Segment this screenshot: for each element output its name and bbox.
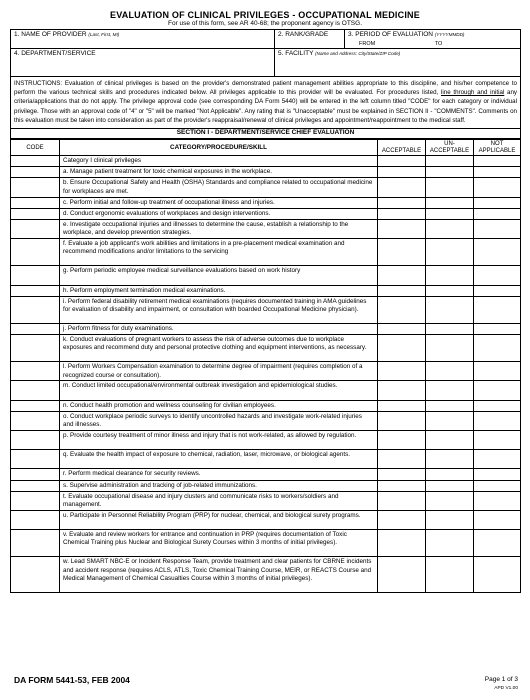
table-row [11, 219, 521, 238]
period-of-evaluation-field[interactable]: 3. PERIOD OF EVALUATION (YYYYMMDD) FROM TO [345, 30, 521, 49]
privilege-text: r. Perform medical clearance for security reviews. [60, 469, 378, 480]
unacceptable-cell[interactable] [426, 469, 474, 480]
code-cell[interactable] [11, 491, 60, 510]
code-cell[interactable] [11, 167, 60, 178]
code-cell[interactable] [11, 156, 60, 167]
not-applicable-cell[interactable] [474, 400, 521, 411]
privilege-text: c. Perform initial and follow-up treatment of occupational illness and injuries. [60, 197, 378, 208]
form-subtitle: For use of this form, see AR 40-68; the proponent agency is OTSG. [167, 20, 362, 27]
code-cell[interactable] [11, 480, 60, 491]
not-applicable-cell[interactable] [474, 431, 521, 450]
col-code-header: CODE [11, 140, 60, 156]
facility-field[interactable]: 5. FACILITY (Name and Address: City/State/ZIP Code) [275, 49, 521, 77]
not-applicable-cell[interactable] [474, 167, 521, 178]
privilege-text: t. Evaluate occupational disease and injury clusters and communicate risks to workers/soldiers and management. [60, 491, 378, 510]
instructions-block: INSTRUCTIONS: Evaluation of clinical privileges is based on the provider's demonstrated patient management abilities appropriate to this discipline, and his/her competence to perform the various technical skills and procedures indicated below. All privileges applicable to this provider will be evaluated. For procedures listed, line through and initial any criteria/applications that do not apply. The privilege approval code (see corresponding DA Form 5440) will be entered in the left column titled "CODE" for each category or individual privilege. Those with an approval code of "4" or "5" will be marked "Not Applicable". Any rating that is "Unacceptable" must be explained in SECTION II - "COMMENTS". Comments on this evaluation must be taken into consideration as part of the provider's reappraisal/renewal of clinical privileges and appointment/reappointment to the medical staff. [11, 77, 521, 129]
not-applicable-cell[interactable] [474, 530, 521, 557]
unacceptable-cell[interactable] [426, 381, 474, 400]
code-cell[interactable] [11, 411, 60, 430]
acceptable-cell[interactable] [378, 285, 426, 296]
acceptable-cell[interactable] [378, 400, 426, 411]
facility-label: FACILITY [285, 50, 314, 57]
table-row [11, 530, 521, 557]
not-applicable-cell[interactable] [474, 208, 521, 219]
table-row [11, 285, 521, 296]
acceptable-cell[interactable] [378, 491, 426, 510]
not-applicable-cell[interactable] [474, 469, 521, 480]
acceptable-cell[interactable] [378, 431, 426, 450]
not-applicable-cell[interactable] [474, 323, 521, 334]
not-applicable-cell[interactable] [474, 156, 521, 167]
code-cell[interactable] [11, 239, 60, 266]
unacceptable-cell[interactable] [426, 480, 474, 491]
table-row [11, 480, 521, 491]
acceptable-cell[interactable] [378, 296, 426, 323]
privilege-text: Category I clinical privileges [60, 156, 378, 167]
table-row [11, 431, 521, 450]
code-cell[interactable] [11, 400, 60, 411]
privilege-text: p. Provide courtesy treatment of minor illness and injury that is not work-related, as allowed by regulation. [60, 431, 378, 450]
table-row [11, 323, 521, 334]
item-rows [11, 156, 521, 593]
unacceptable-cell[interactable] [426, 530, 474, 557]
unacceptable-cell[interactable] [426, 400, 474, 411]
table-row [11, 266, 521, 285]
unacceptable-cell[interactable] [426, 167, 474, 178]
privilege-text: g. Perform periodic employee medical surveillance evaluations based on work history [60, 266, 378, 285]
not-applicable-cell[interactable] [474, 335, 521, 362]
section-title: SECTION I - DEPARTMENT/SERVICE CHIEF EVALUATION [11, 129, 521, 139]
privilege-text: b. Ensure Occupational Safety and Health (OSHA) Standards and compliance related to occupational medicine for workplaces are met. [60, 178, 378, 197]
table-row [11, 296, 521, 323]
acceptable-cell[interactable] [378, 381, 426, 400]
acceptable-cell[interactable] [378, 362, 426, 381]
code-cell[interactable] [11, 296, 60, 323]
unacceptable-cell[interactable] [426, 239, 474, 266]
table-row [11, 362, 521, 381]
not-applicable-cell[interactable] [474, 197, 521, 208]
col-acceptable-header: ACCEPTABLE [378, 140, 426, 156]
form-number: DA FORM 5441-53, FEB 2004 [14, 675, 130, 685]
form-title: EVALUATION OF CLINICAL PRIVILEGES - OCCUPATIONAL MEDICINE [110, 10, 420, 20]
privilege-text: l. Perform Workers Compensation examination to determine degree of impairment (requires completion of a recognized course or consultation). [60, 362, 378, 381]
privilege-text: o. Conduct workplace periodic surveys to identify uncontrolled hazards and investigate work-related injuries and illnesses. [60, 411, 378, 430]
privilege-text: d. Conduct ergonomic evaluations of workplaces and design interventions. [60, 208, 378, 219]
unacceptable-cell[interactable] [426, 197, 474, 208]
unacceptable-cell[interactable] [426, 285, 474, 296]
not-applicable-cell[interactable] [474, 381, 521, 400]
provider-name-field[interactable]: 1. NAME OF PROVIDER (Last, First, MI) [11, 30, 275, 49]
not-applicable-cell[interactable] [474, 491, 521, 510]
unacceptable-cell[interactable] [426, 557, 474, 592]
acceptable-cell[interactable] [378, 335, 426, 362]
acceptable-cell[interactable] [378, 266, 426, 285]
not-applicable-cell[interactable] [474, 557, 521, 592]
period-label: PERIOD OF EVALUATION [355, 31, 434, 38]
acceptable-cell[interactable] [378, 469, 426, 480]
acceptable-cell[interactable] [378, 219, 426, 238]
not-applicable-cell[interactable] [474, 480, 521, 491]
code-cell[interactable] [11, 178, 60, 197]
code-cell[interactable] [11, 266, 60, 285]
unacceptable-cell[interactable] [426, 266, 474, 285]
acceptable-cell[interactable] [378, 530, 426, 557]
table-row [11, 335, 521, 362]
not-applicable-cell[interactable] [474, 510, 521, 529]
unacceptable-cell[interactable] [426, 219, 474, 238]
unacceptable-cell[interactable] [426, 411, 474, 430]
col-unacceptable-header: UN- ACCEPTABLE [426, 140, 474, 156]
acceptable-cell[interactable] [378, 197, 426, 208]
not-applicable-cell[interactable] [474, 362, 521, 381]
privilege-text: e. Investigate occupational injuries and illnesses to determine the cause, establish a relationship to the workplace, and develop prevention strategies. [60, 219, 378, 238]
unacceptable-cell[interactable] [426, 296, 474, 323]
unacceptable-cell[interactable] [426, 335, 474, 362]
unacceptable-cell[interactable] [426, 362, 474, 381]
acceptable-cell[interactable] [378, 510, 426, 529]
acceptable-cell[interactable] [378, 178, 426, 197]
code-cell[interactable] [11, 285, 60, 296]
code-cell[interactable] [11, 381, 60, 400]
privilege-text: s. Supervise administration and tracking of job-related immunizations. [60, 480, 378, 491]
code-cell[interactable] [11, 510, 60, 529]
code-cell[interactable] [11, 450, 60, 469]
privilege-text: i. Perform federal disability retirement medical examinations (requires documented training in AMA guidelines for evaluation of disability and impairment, or consultation with boarded Occupational Medicine physician). [60, 296, 378, 323]
header-fields [10, 29, 521, 139]
code-cell[interactable] [11, 197, 60, 208]
privilege-text: a. Manage patient treatment for toxic chemical exposures in the workplace. [60, 167, 378, 178]
table-row [11, 469, 521, 480]
table-row [11, 156, 521, 167]
privilege-text: w. Lead SMART NBC-E or Incident Response Team, provide treatment and clear patients for CBRNE incidents and accident response (requires ACLS, ATLS, Toxic Chemical Training Course, MEIR, or REACTS Course and Medical Management of Chemical Casualties Course within 3 months of initial privileges). [60, 557, 378, 592]
acceptable-cell[interactable] [378, 323, 426, 334]
unacceptable-cell[interactable] [426, 450, 474, 469]
unacceptable-cell[interactable] [426, 491, 474, 510]
code-cell[interactable] [11, 431, 60, 450]
code-cell[interactable] [11, 469, 60, 480]
unacceptable-cell[interactable] [426, 510, 474, 529]
evaluation-table [10, 139, 521, 593]
col-not-applicable-header: NOT APPLICABLE [474, 140, 521, 156]
table-row [11, 178, 521, 197]
table-row [11, 381, 521, 400]
privilege-text: q. Evaluate the health impact of exposure to chemical, radiation, laser, microwave, or biological agents. [60, 450, 378, 469]
acceptable-cell[interactable] [378, 156, 426, 167]
acceptable-cell[interactable] [378, 208, 426, 219]
privilege-text: m. Conduct limited occupational/environmental outbreak investigation and epidemiological studies. [60, 381, 378, 400]
table-row [11, 411, 521, 430]
not-applicable-cell[interactable] [474, 411, 521, 430]
acceptable-cell[interactable] [378, 450, 426, 469]
unacceptable-cell[interactable] [426, 156, 474, 167]
period-to-label: TO [434, 41, 443, 47]
table-row [11, 510, 521, 529]
table-row [11, 450, 521, 469]
privilege-text: k. Conduct evaluations of pregnant workers to assess the risk of adverse outcomes due to workplace exposures and recommend duty and personal protective clothing and equipment interventions, as necessary. [60, 335, 378, 362]
privilege-text: h. Perform employment termination medical examinations. [60, 285, 378, 296]
table-row [11, 491, 521, 510]
code-cell[interactable] [11, 219, 60, 238]
code-cell[interactable] [11, 362, 60, 381]
not-applicable-cell[interactable] [474, 450, 521, 469]
unacceptable-cell[interactable] [426, 208, 474, 219]
unacceptable-cell[interactable] [426, 323, 474, 334]
table-row [11, 557, 521, 592]
table-row [11, 400, 521, 411]
code-cell[interactable] [11, 557, 60, 592]
unacceptable-cell[interactable] [426, 178, 474, 197]
apd-version: APD V1.00 [494, 686, 518, 691]
code-cell[interactable] [11, 323, 60, 334]
not-applicable-cell[interactable] [474, 239, 521, 266]
not-applicable-cell[interactable] [474, 219, 521, 238]
acceptable-cell[interactable] [378, 167, 426, 178]
form-page [10, 10, 520, 593]
privilege-text: n. Conduct health promotion and wellness counseling for civilian employees. [60, 400, 378, 411]
rank-grade-field[interactable]: 2. RANK/GRADE [275, 30, 345, 49]
code-cell[interactable] [11, 530, 60, 557]
table-row [11, 167, 521, 178]
col-category-header: CATEGORY/PROCEDURE/SKILL [60, 140, 378, 156]
privilege-text: f. Evaluate a job applicant's work abilities and limitations in a pre-placement medical examination and recommend modifications and/or limitations to the servicing [60, 239, 378, 266]
not-applicable-cell[interactable] [474, 296, 521, 323]
department-label: DEPARTMENT/SERVICE [21, 50, 96, 57]
page-number: Page 1 of 3 [484, 676, 518, 683]
provider-name-label: NAME OF PROVIDER [21, 31, 87, 38]
department-field[interactable]: 4. DEPARTMENT/SERVICE [11, 49, 275, 77]
not-applicable-cell[interactable] [474, 285, 521, 296]
acceptable-cell[interactable] [378, 411, 426, 430]
not-applicable-cell[interactable] [474, 266, 521, 285]
table-row [11, 239, 521, 266]
table-row [11, 197, 521, 208]
acceptable-cell[interactable] [378, 557, 426, 592]
not-applicable-cell[interactable] [474, 178, 521, 197]
privilege-text: v. Evaluate and review workers for entrance and continuation in PRP (requires documentation of Toxic Chemical Training plus Nuclear and Biological Surety Courses within 3 months of initial privileges). [60, 530, 378, 557]
code-cell[interactable] [11, 335, 60, 362]
table-row [11, 208, 521, 219]
acceptable-cell[interactable] [378, 239, 426, 266]
unacceptable-cell[interactable] [426, 431, 474, 450]
code-cell[interactable] [11, 208, 60, 219]
privilege-text: j. Perform fitness for duty examinations. [60, 323, 378, 334]
rank-grade-label: RANK/GRADE [285, 31, 329, 38]
acceptable-cell[interactable] [378, 480, 426, 491]
privilege-text: u. Participate in Personnel Reliability Program (PRP) for nuclear, chemical, and biological surety programs. [60, 510, 378, 529]
period-from-label: FROM [359, 41, 376, 47]
